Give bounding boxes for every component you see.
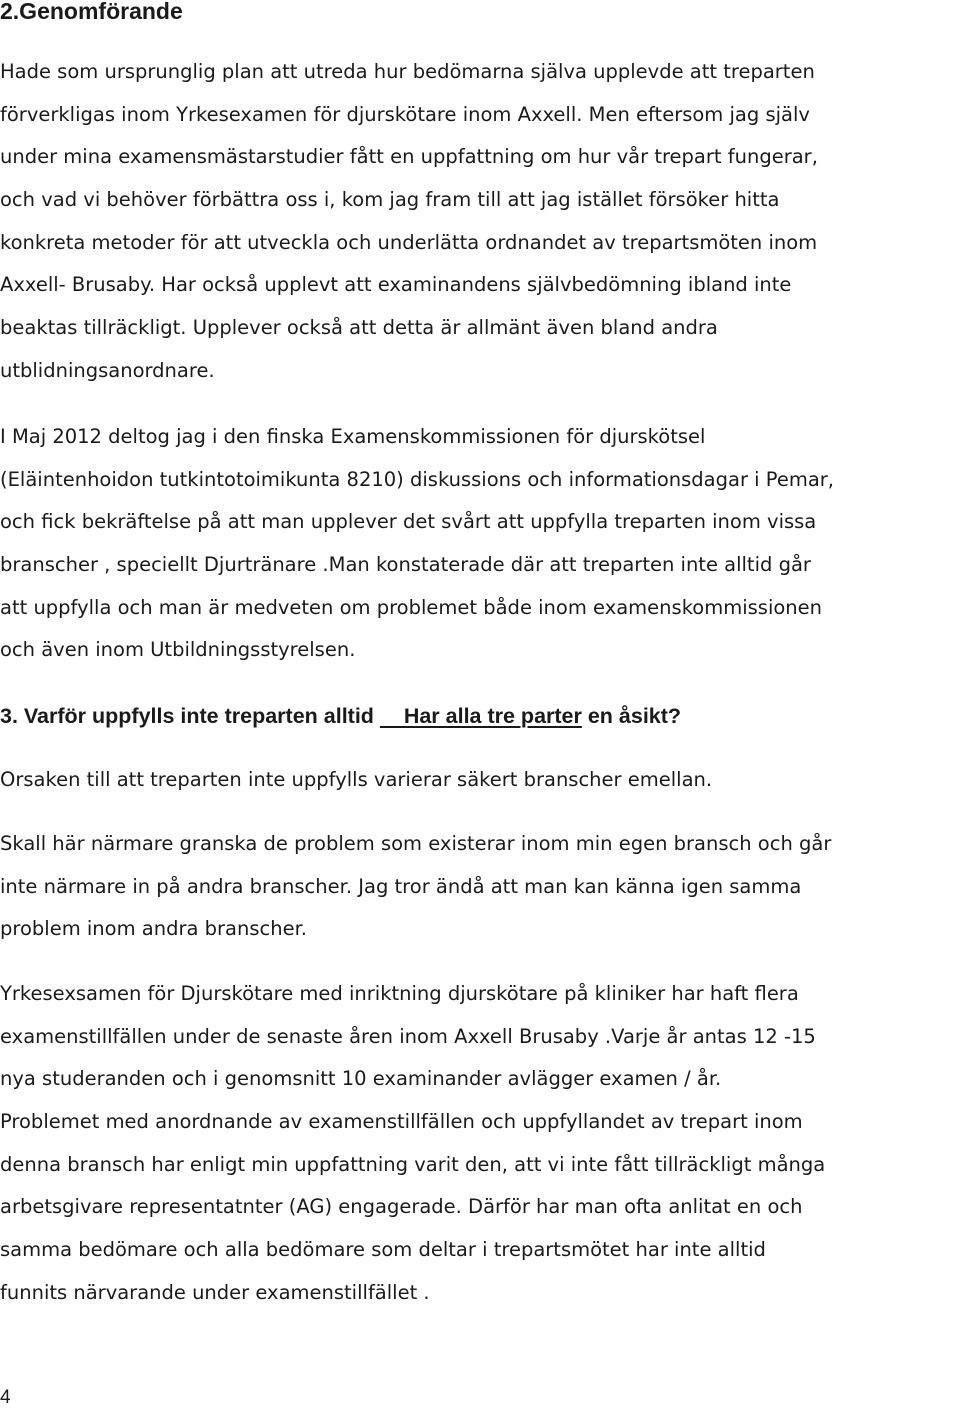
text-line: under mina examensmästarstudier fått en uppfattning om hur vår trepart fungerar, xyxy=(0,145,818,169)
text-line: att uppfylla och man är medveten om problemet både inom examenskommissionen xyxy=(0,595,823,619)
question-heading xyxy=(0,695,681,737)
text-line: och vad vi behöver förbättra oss i, kom jag fram till att jag istället försöker hitta xyxy=(0,188,780,212)
text-line: funnits närvarande under examenstillfället . xyxy=(0,1280,430,1304)
text-line: problem inom andra branscher. xyxy=(0,917,308,941)
section-heading: 2.Genomförande xyxy=(0,0,183,24)
question-heading-underlined: Har alla tre parter xyxy=(379,704,582,728)
text-line: Axxell- Brusaby. Har också upplevt att examinandens självbedömning ibland inte xyxy=(0,273,792,297)
paragraph-reasons xyxy=(0,759,712,802)
text-line: och även inom Utbildningsstyrelsen. xyxy=(0,638,356,662)
text-line: I Maj 2012 deltog jag i den finska Examenskommissionen för djurskötsel xyxy=(0,425,706,448)
text-line: (Eläintenhoidon tutkintotoimikunta 8210) diskussions och informationsdagar i Pemar, xyxy=(0,467,834,491)
text-line: nya studeranden och i genomsnitt 10 examinander avlägger examen / år. xyxy=(0,1067,722,1091)
text-line: arbetsgivare representatnter (AG) engagerade. Därför har man ofta anlitat en och xyxy=(0,1195,803,1219)
text-line: examenstillfällen under de senaste åren inom Axxell Brusaby .Varje år antas 12 -15 xyxy=(0,1024,816,1048)
question-heading-prefix: 3. Varför uppfylls inte treparten alltid xyxy=(0,704,380,728)
paragraph-animal-care-exam xyxy=(0,973,825,1315)
text-line: branscher , speciellt Djurtränare .Man konstaterade där att treparten inte alltid går xyxy=(0,553,811,577)
text-line: Problemet med anordnande av examenstillfällen och uppfyllandet av trepart inom xyxy=(0,1110,803,1134)
paragraph-examination-commission xyxy=(0,416,834,672)
paragraph-own-branch xyxy=(0,823,831,951)
text-line: Yrkesexsamen för Djurskötare med inriktning djurskötare på kliniker har haft flera xyxy=(0,982,799,1005)
text-line: och fick bekräftelse på att man upplever det svårt att uppfylla treparten inom vissa xyxy=(0,510,817,534)
question-heading-suffix: en åsikt? xyxy=(581,704,682,728)
text-line: konkreta metoder för att utveckla och underlätta ordnandet av trepartsmöten inom xyxy=(0,230,818,254)
text-line: denna bransch har enligt min uppfattning varit den, att vi inte fått tillräckligt många xyxy=(0,1152,826,1176)
text-line: Skall här närmare granska de problem som existerar inom min egen bransch och går xyxy=(0,832,832,855)
text-line: Orsaken till att treparten inte uppfylls varierar säkert branscher emellan. xyxy=(0,768,713,791)
text-line: Hade som ursprunglig plan att utreda hur bedömarna själva upplevde att treparten xyxy=(0,60,815,83)
text-line: utblidningsanordnare. xyxy=(0,358,215,382)
text-line: förverkligas inom Yrkesexamen för djurskötare inom Axxell. Men eftersom jag själv xyxy=(0,102,810,126)
text-line: beaktas tillräckligt. Upplever också att detta är allmänt även bland andra xyxy=(0,316,718,340)
text-line: inte närmare in på andra branscher. Jag tror ändå att man kan känna igen samma xyxy=(0,874,802,898)
paragraph-plan xyxy=(0,51,818,393)
page-number: 4 xyxy=(0,1387,11,1408)
text-line: samma bedömare och alla bedömare som deltar i trepartsmötet har inte alltid xyxy=(0,1238,766,1262)
